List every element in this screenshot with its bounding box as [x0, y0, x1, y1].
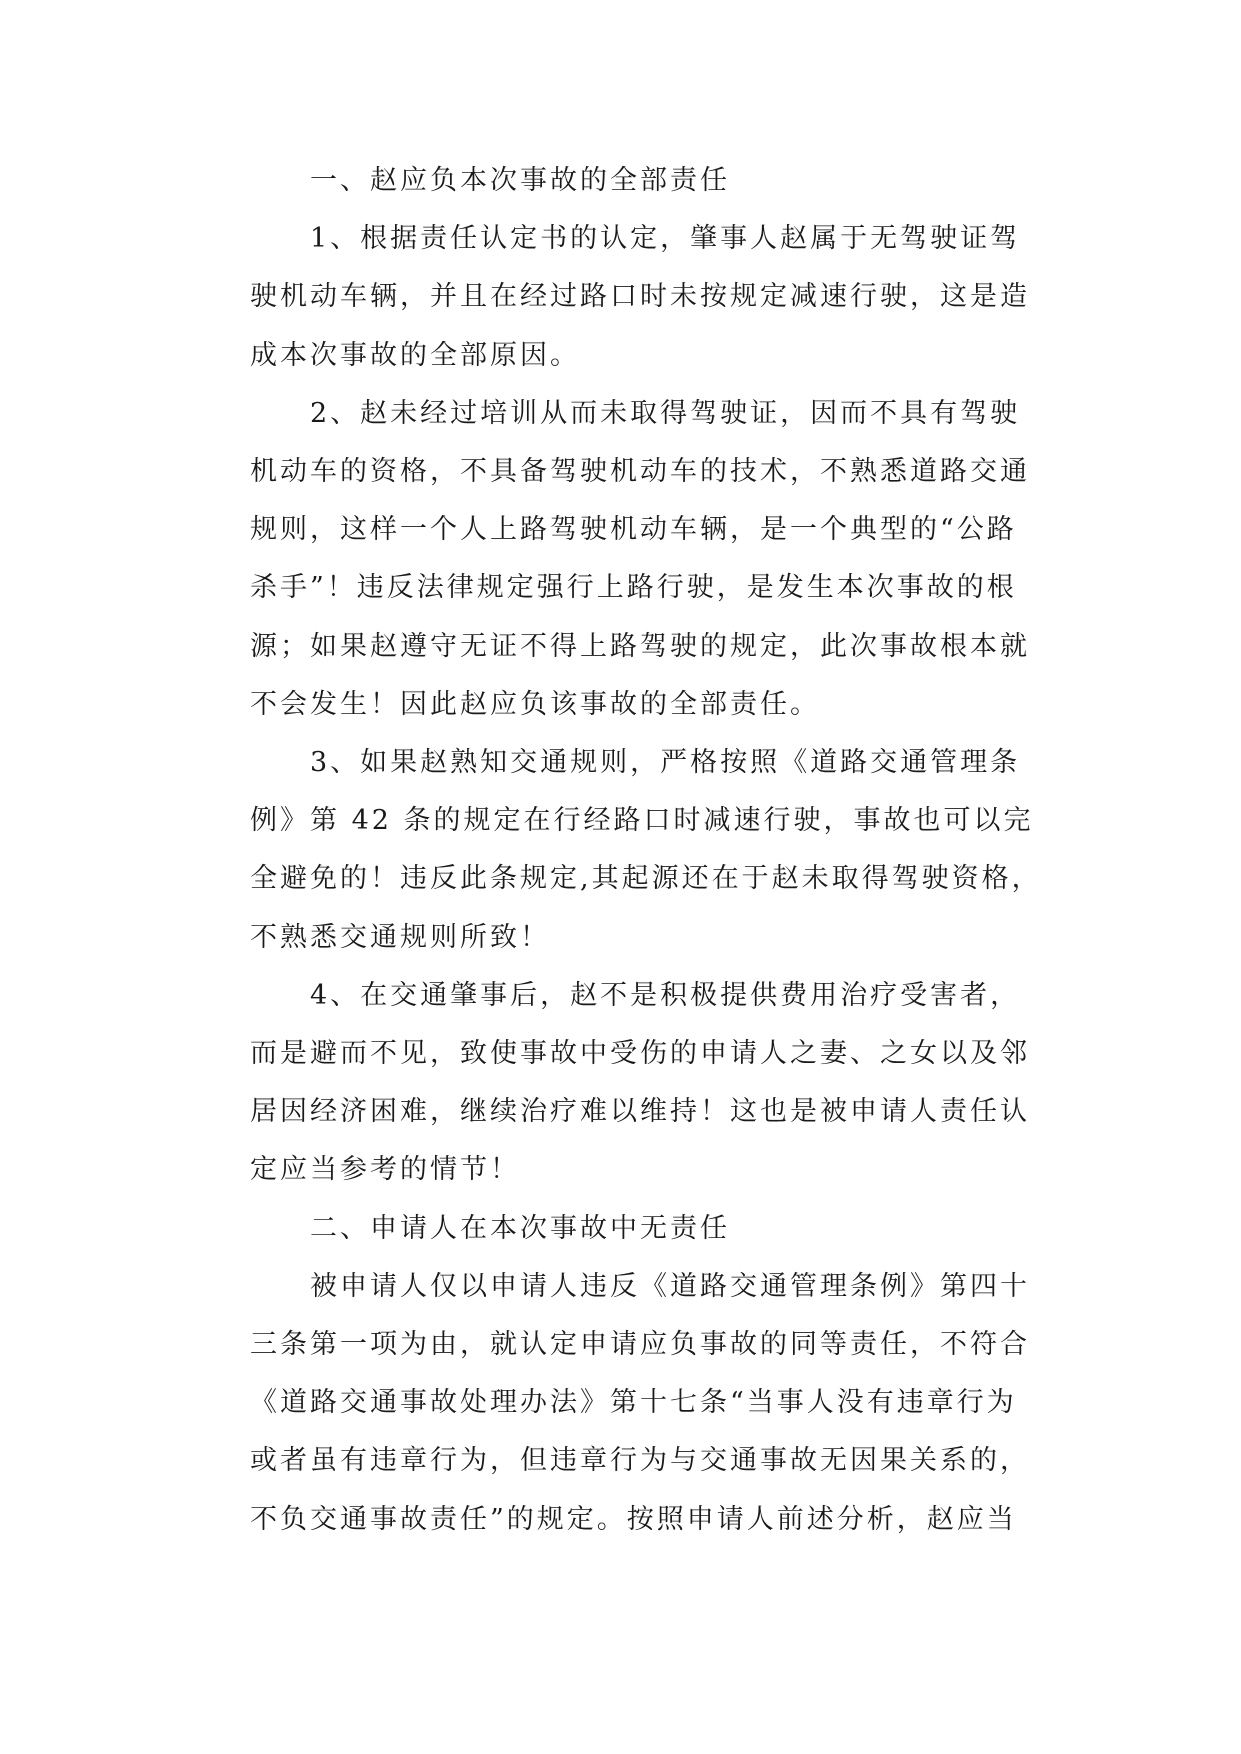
text-line: 不负交通事故责任”的规定。按照申请人前述分析，赵应当: [250, 1503, 1017, 1535]
paragraph-2: [190, 385, 1050, 734]
text-line: 成本次事故的全部原因。: [250, 339, 580, 371]
text-line: 《道路交通事故处理办法》第十七条“当事人没有违章行为: [250, 1387, 1017, 1419]
text-line: 一、赵应负本次事故的全部责任: [310, 165, 730, 196]
text-line: 或者虽有违章行为，但违章行为与交通事故无因果关系的，: [250, 1445, 1030, 1477]
text-line: 被申请人仅以申请人违反《道路交通管理条例》第四十: [310, 1270, 1030, 1302]
text-line: 例》第 42 条的规定在行经路口时减速行驶，事故也可以完: [250, 805, 1034, 837]
section-heading-2: [190, 1200, 1050, 1258]
text-line: 三条第一项为由，就认定申请应负事故的同等责任，不符合: [250, 1329, 1030, 1361]
paragraph-1: [190, 210, 1050, 385]
document-page: [190, 152, 1050, 1549]
paragraph-4: [190, 967, 1050, 1200]
text-line: 不会发生！因此赵应负该事故的全部责任。: [250, 688, 820, 720]
paragraph-5: [190, 1258, 1050, 1549]
text-line: 4、在交通肇事后，赵不是积极提供费用治疗受害者，: [310, 979, 1021, 1011]
text-line: 全避免的！违反此条规定,其起源还在于赵未取得驾驶资格，: [250, 863, 1042, 895]
text-line: 1、根据责任认定书的认定，肇事人赵属于无驾驶证驾: [310, 223, 1021, 255]
text-line: 二、申请人在本次事故中无责任: [310, 1212, 730, 1244]
text-line: 源；如果赵遵守无证不得上路驾驶的规定，此次事故根本就: [250, 630, 1030, 662]
text-line: 机动车的资格，不具备驾驶机动车的技术，不熟悉道路交通: [250, 456, 1030, 488]
text-line: 而是避而不见，致使事故中受伤的申请人之妻、之女以及邻: [250, 1038, 1030, 1070]
text-line: 定应当参考的情节！: [250, 1154, 520, 1186]
text-line: 不熟悉交通规则所致！: [250, 921, 550, 953]
text-line: 杀手”！违反法律规定强行上路行驶，是发生本次事故的根: [250, 572, 1017, 604]
text-line: 3、如果赵熟知交通规则，严格按照《道路交通管理条: [310, 747, 1021, 779]
paragraph-3: [190, 734, 1050, 967]
text-line: 驶机动车辆，并且在经过路口时未按规定减速行驶，这是造: [250, 281, 1030, 313]
text-line: 居因经济困难，继续治疗难以维持！这也是被申请人责任认: [250, 1096, 1030, 1128]
text-line: 2、赵未经过培训从而未取得驾驶证，因而不具有驾驶: [310, 397, 1021, 429]
section-heading-1: [190, 152, 1050, 210]
text-line: 规则，这样一个人上路驾驶机动车辆，是一个典型的“公路: [250, 514, 1017, 546]
